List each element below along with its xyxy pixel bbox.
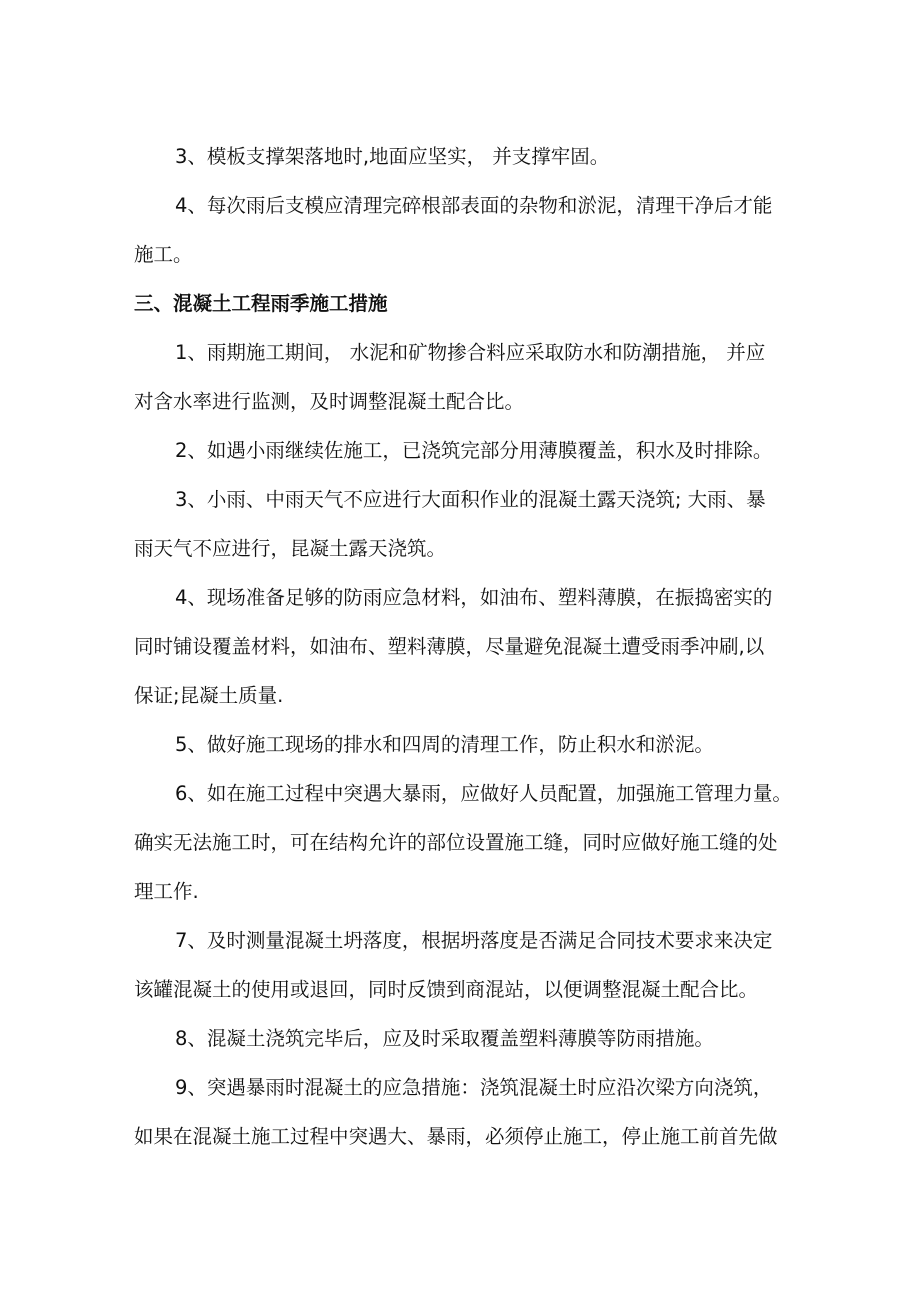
text-line: 施工。 [134, 243, 193, 266]
text-line: 4、现场准备足够的防雨应急材料，如油布、塑料薄膜，在振捣密实的 [175, 586, 773, 609]
text-line: 对含水率进行监测，及时调整混凝土配合比。 [134, 390, 525, 413]
text-line: 3、模板支撑架落地时,地面应坚实， 并支撑牢固。 [175, 145, 610, 168]
text-line: 该罐混凝土的使用或退回，同时反馈到商混站，以便调整混凝土配合比。 [134, 978, 759, 1001]
text-line: 理工作. [134, 880, 199, 903]
text-line: 3、小雨、中雨天气不应进行大面积作业的混凝土露天浇筑; 大雨、暴 [175, 488, 766, 511]
text-line: 4、每次雨后支模应清理完碎根部表面的杂物和淤泥，清理干净后才能 [175, 194, 773, 217]
text-line: 雨天气不应进行，昆凝土露天浇筑。 [134, 537, 447, 560]
text-line: 9、突遇暴雨时混凝土的应急措施：浇筑混凝土时应沿次梁方向浇筑， [175, 1076, 773, 1099]
text-line: 2、如遇小雨继续佐施工，已浇筑完部分用薄膜覆盖，积水及时排除。 [175, 439, 773, 462]
text-line: 同时铺设覆盖材料，如油布、塑料薄膜，尽量避免混凝土遭受雨季冲刷,以 [134, 635, 765, 658]
section-heading: 三、混凝土工程雨季施工措施 [134, 292, 388, 315]
text-line: 8、混凝土浇筑完毕后，应及时采取覆盖塑料薄膜等防雨措施。 [175, 1027, 714, 1050]
text-line: 确实无法施工时，可在结构允许的部位设置施工缝，同时应做好施工缝的处 [134, 831, 778, 854]
text-line: 1、雨期施工期间， 水泥和矿物掺合料应采取防水和防潮措施， 并应 [175, 341, 766, 364]
document-body [134, 132, 790, 1161]
text-line: 如果在混凝土施工过程中突遇大、暴雨，必须停止施工，停止施工前首先做 [134, 1125, 778, 1148]
text-line: 保证;昆凝土质量. [134, 684, 284, 707]
text-line: 5、做好施工现场的排水和四周的清理工作，防止积水和淤泥。 [175, 733, 714, 756]
text-line: 6、如在施工过程中突遇大暴雨，应做好人员配置，加强施工管理力量。 [175, 782, 792, 805]
text-line: 7、及时测量混凝土坍落度，根据坍落度是否满足合同技术要求来决定 [175, 929, 773, 952]
